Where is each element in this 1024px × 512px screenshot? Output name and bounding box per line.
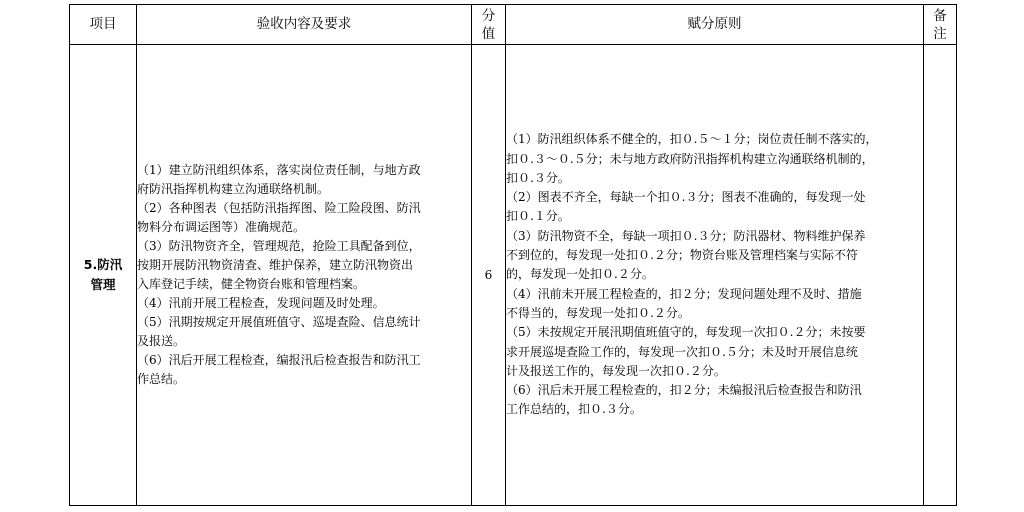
- principle-line: 不到位的，每发现一处扣０.２分；物资台账及管理档案与实际不符: [506, 248, 858, 263]
- principle-line: 计及报送工作的，每发现一次扣０.２分。: [506, 363, 726, 378]
- content-line: （3）防汛物资齐全，管理规范，抢险工具配备到位，: [137, 239, 421, 253]
- item-number-label: 5.防汛: [83, 257, 123, 272]
- item-cell: [70, 45, 137, 506]
- header-principle: 赋分原则: [506, 5, 924, 45]
- principle-line: 扣０.３～０.５分；未与地方政府防汛指挥机构建立沟通联络机制的，: [506, 151, 874, 166]
- content-cell: [137, 45, 472, 506]
- acceptance-table: [69, 4, 957, 506]
- content-line: 物料分布调运图等）准确规范。: [137, 220, 306, 234]
- header-score: [472, 5, 506, 45]
- content-line: （2）各种图表（包括防汛指挥图、险工险段图、防汛: [137, 201, 421, 215]
- principle-line: （1）防汛组织体系不健全的，扣０.５～１分；岗位责任制不落实的，: [506, 132, 878, 147]
- header-score-bottom: 值: [481, 25, 496, 42]
- header-score-top: 分: [481, 7, 496, 24]
- header-remark-top: 备: [933, 7, 947, 24]
- principle-line: （2）图表不齐全，每缺一个扣０.３分；图表不准确的，每发现一处: [506, 190, 866, 205]
- content-line: 府防汛指挥机构建立沟通联络机制。: [137, 182, 330, 196]
- header-remark: [924, 5, 957, 45]
- content-line: （5）汛期按规定开展值班值守、巡堤查险、信息统计: [137, 315, 421, 329]
- item-name-label: 管理: [90, 277, 116, 292]
- table-row: [70, 45, 957, 506]
- principle-line: 的，每发现一处扣０.２分。: [506, 267, 654, 282]
- content-line: （4）汛前开展工程检查，发现问题及时处理。: [137, 296, 385, 310]
- principle-line: 扣０.１分。: [506, 209, 570, 224]
- content-line: 作总结。: [137, 372, 186, 386]
- principle-line: （4）汛前未开展工程检查的，扣２分；发现问题处理不及时、措施: [506, 286, 862, 301]
- principle-line: 求开展巡堤查险工作的，每发现一次扣０.５分；未及时开展信息统: [506, 344, 858, 359]
- principle-line: （3）防汛物资不全，每缺一项扣０.３分；防汛器材、物料维护保养: [506, 228, 866, 243]
- content-line: 入库登记手续，健全物资台账和管理档案。: [137, 277, 366, 291]
- header-remark-bottom: 注: [933, 25, 947, 42]
- content-line: （1）建立防汛组织体系，落实岗位责任制，与地方政: [137, 163, 421, 177]
- content-line: （6）汛后开展工程检查，编报汛后检查报告和防汛工: [137, 353, 421, 367]
- header-item: 项目: [70, 5, 137, 45]
- principle-line: 扣０.３分。: [506, 170, 570, 185]
- principle-line: 工作总结的，扣０.３分。: [506, 402, 642, 417]
- principle-cell: [506, 45, 924, 506]
- principle-line: 不得当的，每发现一处扣０.２分。: [506, 305, 690, 320]
- header-row: [70, 5, 957, 45]
- principle-line: （5）未按规定开展汛期值班值守的，每发现一次扣０.２分；未按要: [506, 325, 866, 340]
- score-cell: 6: [472, 45, 506, 506]
- header-content: 验收内容及要求: [137, 5, 472, 45]
- content-line: 及报送。: [137, 334, 186, 348]
- content-line: 按期开展防汛物资清查、维护保养，建立防汛物资出: [137, 258, 414, 272]
- remark-cell: [924, 45, 957, 506]
- principle-line: （6）汛后未开展工程检查的，扣２分；未编报汛后检查报告和防汛: [506, 383, 862, 398]
